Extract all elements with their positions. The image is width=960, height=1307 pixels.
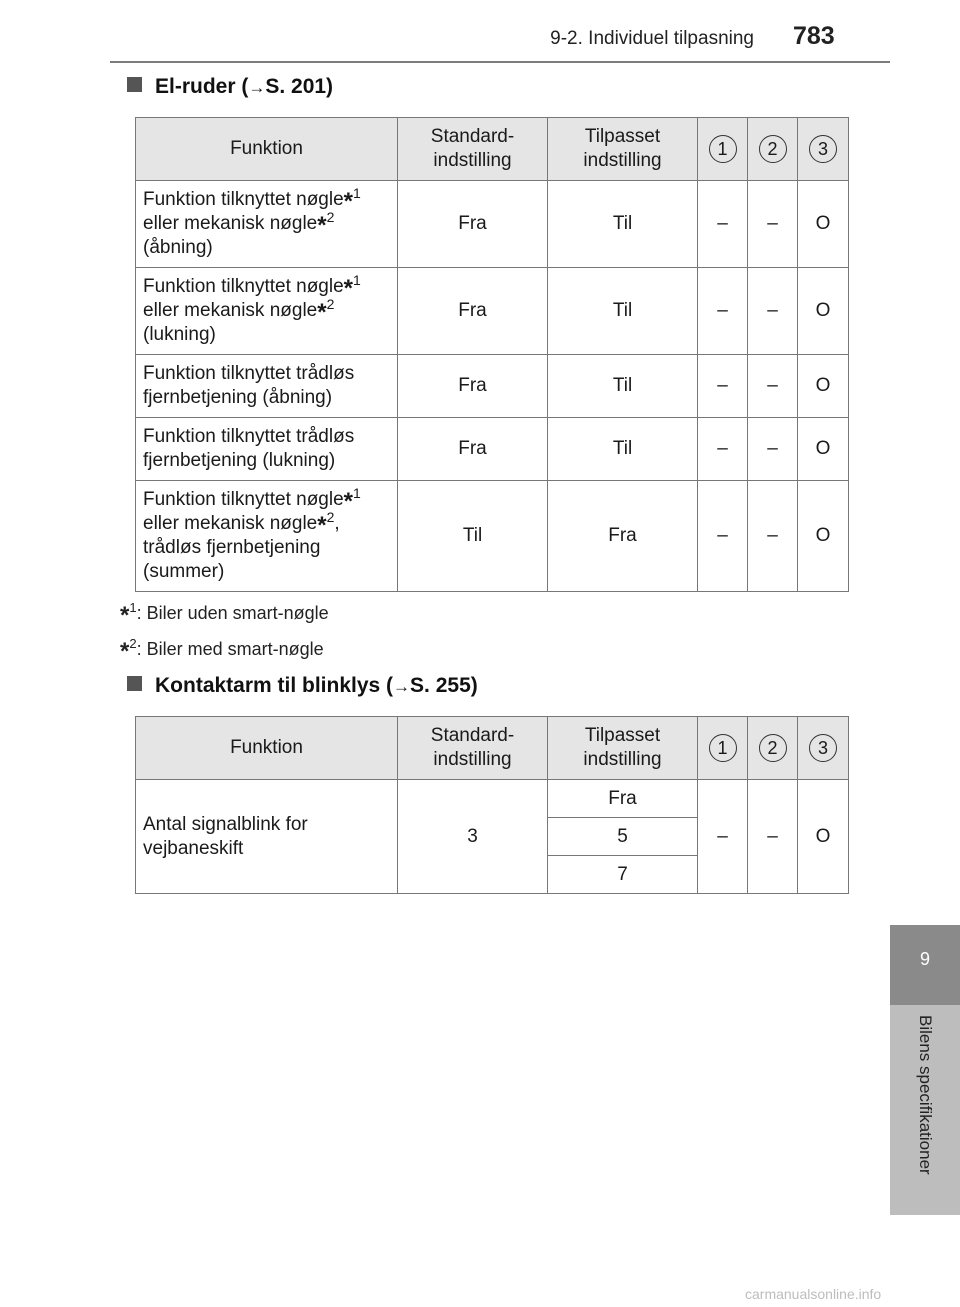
standard-value: Fra bbox=[398, 418, 548, 481]
header-funktion: Funktion bbox=[136, 118, 398, 181]
header-col3 bbox=[798, 717, 849, 780]
col2-value: – bbox=[748, 481, 798, 592]
header-col1 bbox=[698, 717, 748, 780]
row-label: Funktion tilknyttet nøgle$^{*1}$ eller mekanisk nøgle$^{*2}$ (åbning) bbox=[136, 181, 398, 268]
section-title-el-ruder bbox=[127, 75, 333, 99]
square-bullet-icon bbox=[127, 77, 142, 92]
col1-value: – bbox=[698, 481, 748, 592]
circled-two-icon: 2 bbox=[759, 135, 787, 163]
page-number: 783 bbox=[793, 22, 835, 50]
square-bullet-icon bbox=[127, 676, 142, 691]
standard-value: 3 bbox=[398, 780, 548, 894]
col3-value: O bbox=[798, 355, 849, 418]
header-standard: Standard- indstilling bbox=[398, 717, 548, 780]
chapter-label-tab bbox=[890, 1005, 960, 1215]
header-col3 bbox=[798, 118, 849, 181]
standard-value: Fra bbox=[398, 268, 548, 355]
col1-value: – bbox=[698, 355, 748, 418]
header-col2 bbox=[748, 118, 798, 181]
col3-value: O bbox=[798, 481, 849, 592]
custom-value: Til bbox=[548, 418, 698, 481]
col3-value: O bbox=[798, 268, 849, 355]
table-row bbox=[136, 780, 849, 818]
section-title-blinklys bbox=[127, 674, 478, 698]
table-header-row bbox=[136, 717, 849, 780]
chapter-label: Bilens specifikationer bbox=[916, 1015, 935, 1175]
chapter-number: 9 bbox=[919, 949, 930, 969]
custom-value: Til bbox=[548, 181, 698, 268]
col3-value: O bbox=[798, 780, 849, 894]
header-standard: Standard- indstilling bbox=[398, 118, 548, 181]
row-label: Funktion tilknyttet nøgle$^{*1}$ eller mekanisk nøgle$^{*2}$ (lukning) bbox=[136, 268, 398, 355]
page-reference-link[interactable]: S. 255) bbox=[410, 674, 478, 697]
custom-option: 5 bbox=[548, 818, 698, 856]
header-col2 bbox=[748, 717, 798, 780]
custom-value: Til bbox=[548, 268, 698, 355]
col2-value: – bbox=[748, 780, 798, 894]
table-row bbox=[136, 181, 849, 268]
footnote-2: *$^2$: Biler med smart-nøgle bbox=[120, 636, 324, 665]
page-reference-link[interactable]: S. 201) bbox=[265, 75, 334, 98]
section-title-text: Kontaktarm til blinklys ( bbox=[155, 674, 394, 697]
circled-one-icon: 1 bbox=[709, 135, 737, 163]
footnote-1: *$^1$: Biler uden smart-nøgle bbox=[120, 600, 329, 629]
circled-three-icon: 3 bbox=[809, 734, 837, 762]
col2-value: – bbox=[748, 355, 798, 418]
circled-one-icon: 1 bbox=[709, 734, 737, 762]
col1-value: – bbox=[698, 780, 748, 894]
header-funktion: Funktion bbox=[136, 717, 398, 780]
standard-value: Fra bbox=[398, 181, 548, 268]
page-header bbox=[0, 0, 960, 62]
custom-option: Fra bbox=[548, 780, 698, 818]
el-ruder-table bbox=[135, 117, 849, 592]
custom-value: Til bbox=[548, 355, 698, 418]
header-divider bbox=[110, 61, 890, 63]
col1-value: – bbox=[698, 418, 748, 481]
header-tilpasset: Tilpasset indstilling bbox=[548, 717, 698, 780]
standard-value: Fra bbox=[398, 355, 548, 418]
col1-value: – bbox=[698, 181, 748, 268]
row-label: Funktion tilknyttet trådløs fjernbetjening (åbning) bbox=[136, 355, 398, 418]
circled-three-icon: 3 bbox=[809, 135, 837, 163]
arrow-icon: → bbox=[248, 78, 266, 97]
col3-value: O bbox=[798, 418, 849, 481]
section-title-text: El-ruder ( bbox=[155, 75, 249, 98]
col2-value: – bbox=[748, 268, 798, 355]
table-header-row bbox=[136, 118, 849, 181]
header-tilpasset: Tilpasset indstilling bbox=[548, 118, 698, 181]
col1-value: – bbox=[698, 268, 748, 355]
blinklys-table bbox=[135, 716, 849, 894]
table-row bbox=[136, 481, 849, 592]
standard-value: Til bbox=[398, 481, 548, 592]
table-row bbox=[136, 268, 849, 355]
arrow-icon: → bbox=[393, 677, 411, 696]
header-col1 bbox=[698, 118, 748, 181]
table-row bbox=[136, 418, 849, 481]
col2-value: – bbox=[748, 181, 798, 268]
col3-value: O bbox=[798, 181, 849, 268]
section-heading: 9-2. Individuel tilpasning bbox=[550, 28, 754, 49]
chapter-tab bbox=[890, 925, 960, 1005]
watermark: carmanualsonline.info bbox=[745, 1286, 882, 1302]
circled-two-icon: 2 bbox=[759, 734, 787, 762]
custom-option: 7 bbox=[548, 856, 698, 894]
table-row bbox=[136, 355, 849, 418]
row-label: Funktion tilknyttet trådløs fjernbetjening (lukning) bbox=[136, 418, 398, 481]
col2-value: – bbox=[748, 418, 798, 481]
custom-value: Fra bbox=[548, 481, 698, 592]
row-label: Funktion tilknyttet nøgle$^{*1}$ eller mekanisk nøgle$^{*2}$, trådløs fjernbetjening (summer) bbox=[136, 481, 398, 592]
row-label: Antal signalblink for vejbaneskift bbox=[136, 780, 398, 894]
